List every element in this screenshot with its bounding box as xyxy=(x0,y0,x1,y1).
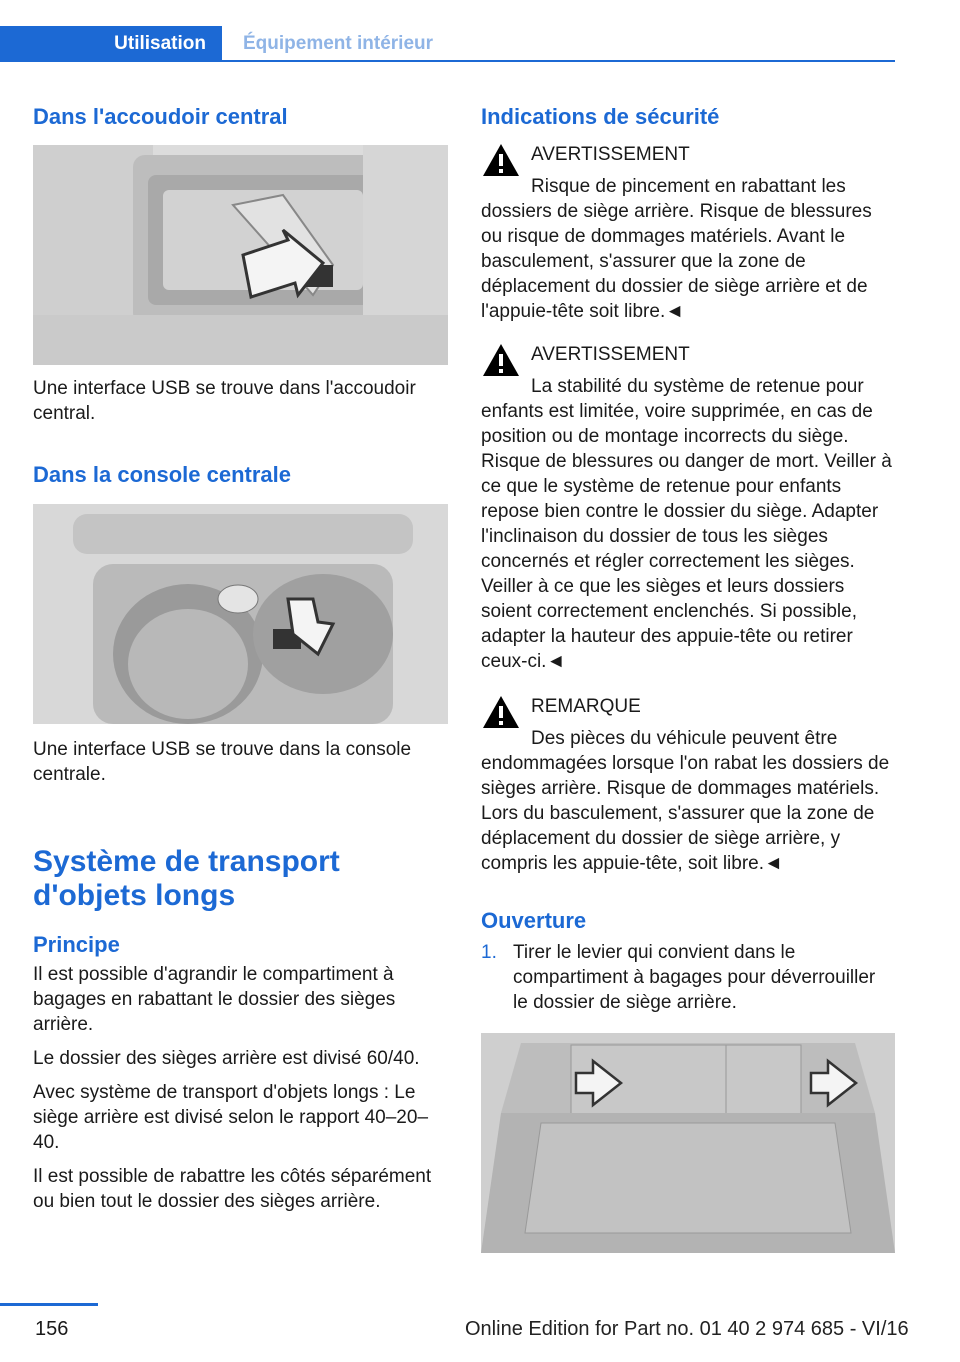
footer-rule xyxy=(0,1303,98,1306)
step-1 xyxy=(481,940,895,1015)
page-number: 156 xyxy=(35,1318,69,1340)
warning-title: AVERTISSEMENT xyxy=(531,344,690,365)
header-tab: Utilisation xyxy=(0,26,222,62)
header-rule xyxy=(222,60,895,62)
warning-text: La stabilité du système de retenue pour enfants est limitée, voire supprimée, en cas de position ou de montage incorrects du siège. Risque de blessures ou danger de mort. Veiller à ce que le système de retenue pour enfants repose bien contre le dossier du siège. Adapter l'inclinaison du dossier de tous les sièges concernés et régler correctement les sièges. Veiller à ce que les sièges et leurs dossiers soient correctement enclenchés. Si possible, adapter la hauteur des appuie-tête ou retirer ceux-ci.◄ xyxy=(481,376,892,672)
warning-block-2 xyxy=(481,342,895,674)
console-image xyxy=(33,504,448,724)
text-armrest: Une interface USB se trouve dans l'accoudoir central. xyxy=(33,378,416,424)
paragraph-3: Avec système de transport d'objets longs : Le siège arrière est divisé selon le rapport 40–20–40. xyxy=(33,1082,429,1153)
warning-triangle-icon xyxy=(481,342,521,378)
warning-text: Risque de pincement en rabattant les dossiers de siège arrière. Risque de blessures ou risque de dommages matériels. Avant le basculement, s'assurer que la zone de déplacement du dossier de siège arrière et de l'appuie-tête soit libre.◄ xyxy=(481,176,872,322)
paragraph-2: Le dossier des sièges arrière est divisé 60/40. xyxy=(33,1048,420,1069)
warning-block-3 xyxy=(481,694,895,876)
heading-armrest: Dans l'accoudoir central xyxy=(33,104,288,129)
warning-title: REMARQUE xyxy=(531,696,641,717)
heading-safety: Indications de sécurité xyxy=(481,104,720,129)
heading-console: Dans la console centrale xyxy=(33,462,291,487)
header-section: Équipement intérieur xyxy=(243,33,434,54)
step-number: 1. xyxy=(481,942,497,963)
heading-system: Système de transport d'objets longs xyxy=(33,845,340,912)
warning-triangle-icon xyxy=(481,694,521,730)
step-text: Tirer le levier qui convient dans le compartiment à bagages pour déverrouiller le dossier de siège arrière. xyxy=(513,942,876,1013)
warning-title: AVERTISSEMENT xyxy=(531,144,690,165)
edition-text: Online Edition for Part no. 01 40 2 974 685 - VI/16 xyxy=(465,1318,909,1340)
heading-opening: Ouverture xyxy=(481,908,587,933)
principle-body xyxy=(33,962,448,1214)
text-console: Une interface USB se trouve dans la console centrale. xyxy=(33,739,412,785)
warning-triangle-icon xyxy=(481,142,521,178)
heading-principle: Principe xyxy=(33,932,120,957)
armrest-image xyxy=(33,145,448,365)
paragraph-4: Il est possible de rabattre les côtés séparément ou bien tout le dossier des sièges arrière. xyxy=(33,1166,432,1212)
trunk-image xyxy=(481,1033,895,1253)
paragraph-1: Il est possible d'agrandir le compartiment à bagages en rabattant le dossier des sièges arrière. xyxy=(33,964,396,1035)
warning-block-1 xyxy=(481,142,895,324)
warning-text: Des pièces du véhicule peuvent être endommagées lorsque l'on rabat les dossiers de sièges arrière. Risque de dommages matériels. Lors du basculement, s'assurer que la zone de déplacement du dossier de siège arrière, y compris les appuie-tête, soit libre.◄ xyxy=(481,728,890,874)
